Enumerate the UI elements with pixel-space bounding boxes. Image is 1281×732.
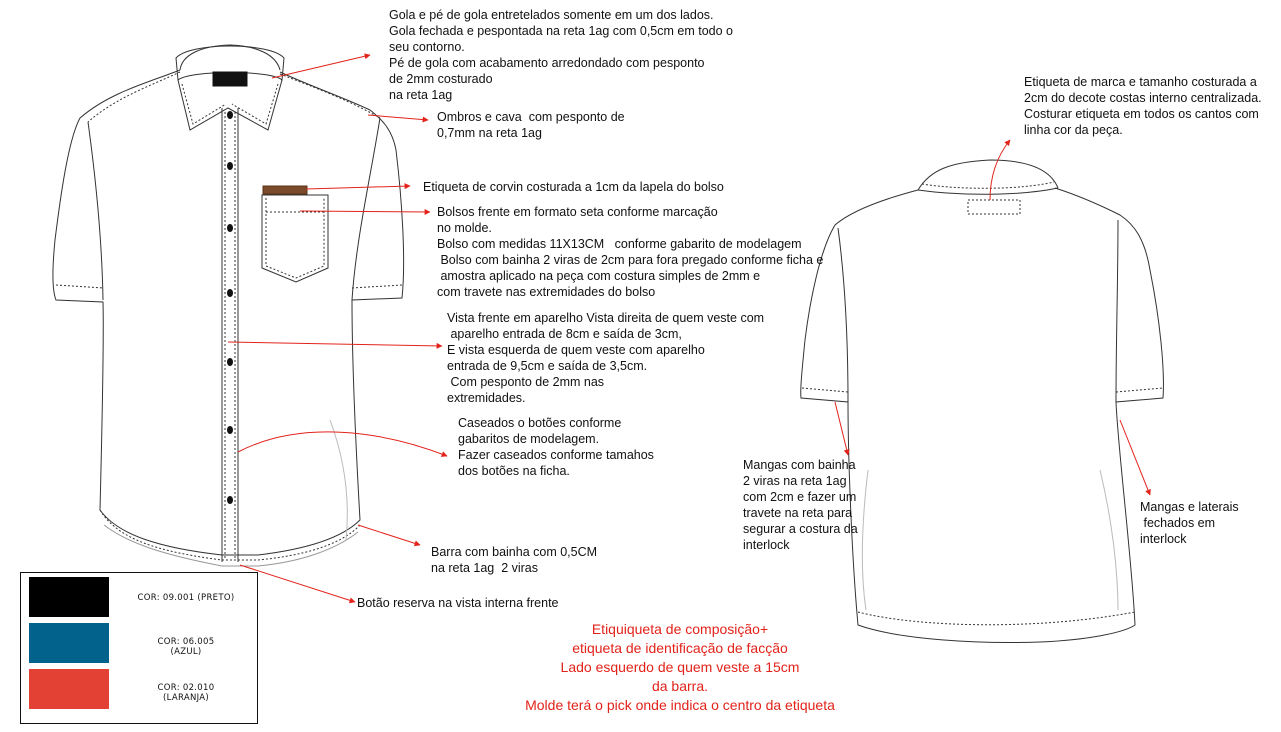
note-sides: Mangas e laterais fechados em interlock: [1140, 500, 1239, 546]
note-sleeves: Mangas com bainha 2 viras na reta 1ag com 2cm e fazer um travete na reta para segurar a costura da interlock: [743, 458, 858, 552]
note-placket: Vista frente em aparelho Vista direita de quem veste com aparelho entrada de 8cm e saída de 3cm, E vista esquerda de quem veste com aparelho entrada de 9,5cm e saída de 3,5cm. Com pesponto de 2mm nas extremidades.: [447, 311, 765, 405]
color-swatch-azul: [29, 623, 109, 663]
note-collar: Gola e pé de gola entretelados somente em um dos lados. Gola fechada e pespontada na reta 1ag com 0,5cm em todo o seu contorno. Pé de gola com acabamento arredondado com pesponto de 2mm costurado na reta 1ag: [389, 8, 733, 102]
note-pocket: Bolsos frente em formato seta conforme marcação no molde. Bolso com medidas 11X13CM conforme gabarito de modelagem Bolso com bainha 2 viras de 2cm para fora pregado conforme ficha e amostra aplicado na peça com costura simples de 2mm e com travete nas extremidades do bolso: [437, 205, 824, 299]
front-shirt: [53, 45, 404, 566]
note-hem: Barra com bainha com 0,5CM na reta 1ag 2 viras: [431, 545, 598, 575]
color-label-azul: COR: 06.005 (AZUL): [157, 637, 215, 657]
color-label-laranja: COR: 02.010 (LARANJA): [157, 683, 215, 703]
note-shoulders: Ombros e cava com pesponto de 0,7mm na reta 1ag: [437, 110, 625, 140]
color-label-preto: COR: 09.001 (PRETO): [137, 593, 235, 603]
note-spare-button: Botão reserva na vista interna frente: [357, 596, 559, 610]
color-swatch-legend: [20, 572, 258, 724]
back-shirt: [801, 160, 1164, 642]
note-corvin-label: Etiqueta de corvin costurada a 1cm da lapela do bolso: [423, 180, 724, 194]
color-swatch-laranja: [29, 669, 109, 709]
note-composition-label: Etiquiqueta de composição+ etiqueta de identificação de facção Lado esquerdo de quem veste a 15cm da barra. Molde terá o pick onde indica o centro da etiqueta: [525, 621, 835, 713]
note-buttonholes: Caseados o botões conforme gabaritos de modelagem. Fazer caseados conforme tamahos dos botões na ficha.: [458, 416, 654, 478]
color-swatch-preto: [29, 577, 109, 617]
front-buttons: [227, 111, 233, 504]
note-brand-label: Etiqueta de marca e tamanho costurada a 2cm do decote costas interno centralizada. Costurar etiqueta em todos os cantos com linha cor da peça.: [1024, 75, 1262, 137]
